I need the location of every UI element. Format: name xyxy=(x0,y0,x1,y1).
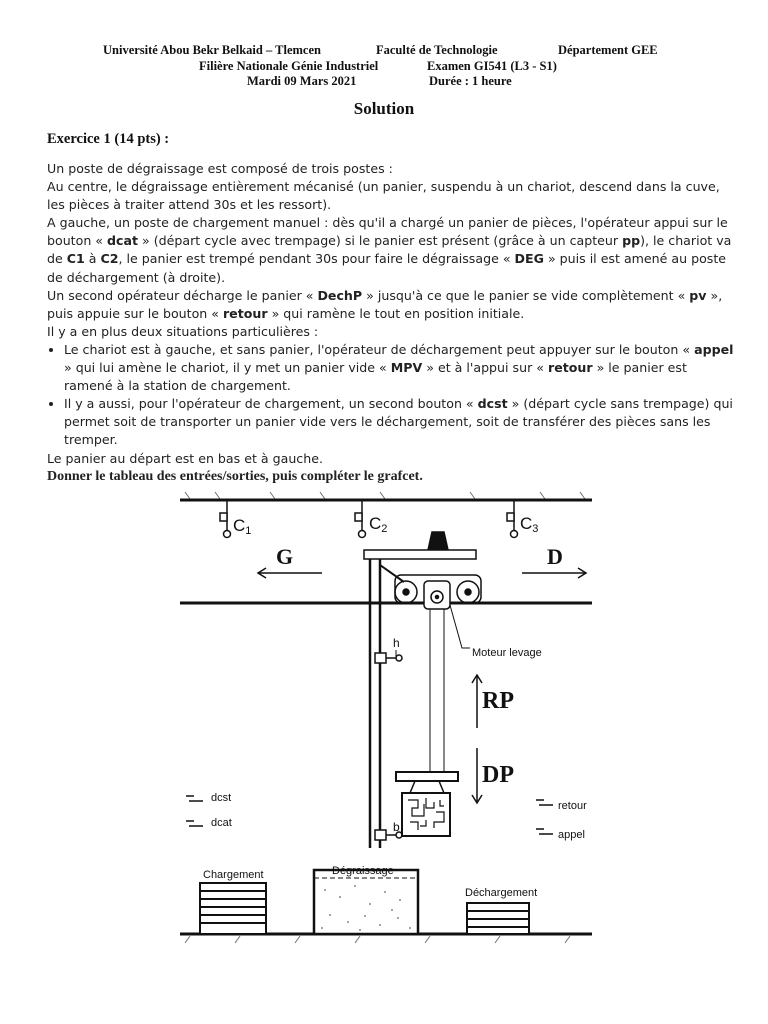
label-degraissage: Dégraissage xyxy=(332,865,394,877)
paragraph: A gauche, un poste de chargement manuel : dès qu'il a chargé un panier de pièces, l'opérateur appui sur le bouton « dcat » (départ cycle avec trempage) si le panier est présent (grâce à un capteur pp), le chariot va de C1 à C2, le panier est trempé pendant 30s pour faire le dégraissage « DEG » puis il est amené au poste de déchargement (à droite). xyxy=(47,215,732,285)
paragraph: Au centre, le dégraissage entièrement mécanisé (un panier, suspendu à un chariot, descend dans la cuve, les pièces à traiter attend 30s et les ressort). xyxy=(47,179,720,213)
label-dcst: dcst xyxy=(211,792,232,804)
label-c1: C1 xyxy=(233,516,252,537)
label-motor: Moteur levage xyxy=(472,647,542,659)
trolley-top-icon xyxy=(428,532,448,550)
sensor-b-icon xyxy=(375,830,386,840)
paragraph: Le panier au départ est en bas et à gauche. xyxy=(47,450,323,466)
label-right: D xyxy=(547,544,563,569)
sensor-c3-icon xyxy=(507,501,518,538)
unloading-station-icon xyxy=(467,903,529,934)
page-title: Solution xyxy=(353,99,415,118)
sensor-c2-icon xyxy=(355,501,366,538)
paragraph: Un poste de dégraissage est composé de trois postes : xyxy=(47,161,393,176)
exam-duration: Durée : 1 heure xyxy=(429,74,512,88)
label-left: G xyxy=(276,544,294,569)
department-name: Département GEE xyxy=(558,43,658,57)
button-dcat-icon xyxy=(186,821,203,826)
label-dechargement: Déchargement xyxy=(465,887,538,899)
loading-station-icon xyxy=(200,883,266,934)
list-item: • Le chariot est à gauche, et sans panier, l'opérateur de déchargement peut appuyer sur le bouton « appel » qui lui amène le chariot, il y met un panier vide « MPV » et à l'appui sur « retour » le panier est ramené à la station de chargement. xyxy=(64,341,737,395)
button-dcst-icon xyxy=(186,796,203,801)
label-b: b xyxy=(393,820,400,834)
sensor-h-icon xyxy=(375,653,386,663)
label-c3: C3 xyxy=(520,514,539,535)
university-name: Université Abou Bekr Belkaid – Tlemcen xyxy=(103,43,321,57)
program-name: Filière Nationale Génie Industriel xyxy=(199,59,379,73)
label-dp: DP xyxy=(482,762,514,788)
task-instruction: Donner le tableau des entrées/sorties, puis compléter le grafcet. xyxy=(47,468,423,484)
exam-code: Examen GI541 (L3 - S1) xyxy=(427,59,557,73)
sensor-c1-icon xyxy=(220,501,231,538)
paragraph: Il y a en plus deux situations particulières : xyxy=(47,323,319,339)
label-appel: appel xyxy=(558,829,585,841)
label-c2: C2 xyxy=(369,514,388,535)
list-item: • Il y a aussi, pour l'opérateur de chargement, un second bouton « dcst » (départ cycle sans trempage) qui permet soit de transporter un panier vide vers le déchargement, soit de transférer des pièces sans les tremper. xyxy=(64,395,737,449)
degreasing-tank-icon xyxy=(314,870,418,934)
paragraph: Un second opérateur décharge le panier « DechP » jusqu'à ce que le panier se vide complètement « pv », puis appuie sur le bouton « retour » qui ramène le tout en position initiale. xyxy=(47,287,723,321)
button-appel-icon xyxy=(536,829,553,834)
label-h: h xyxy=(393,636,400,650)
label-chargement: Chargement xyxy=(203,869,264,881)
exam-date: Mardi 09 Mars 2021 xyxy=(247,74,357,88)
exercise-heading: Exercice 1 (14 pts) : xyxy=(47,131,170,147)
label-rp: RP xyxy=(482,688,514,714)
label-retour: retour xyxy=(558,800,587,812)
button-retour-icon xyxy=(536,800,553,805)
faculty-name: Faculté de Technologie xyxy=(376,43,498,57)
label-dcat: dcat xyxy=(211,817,232,829)
